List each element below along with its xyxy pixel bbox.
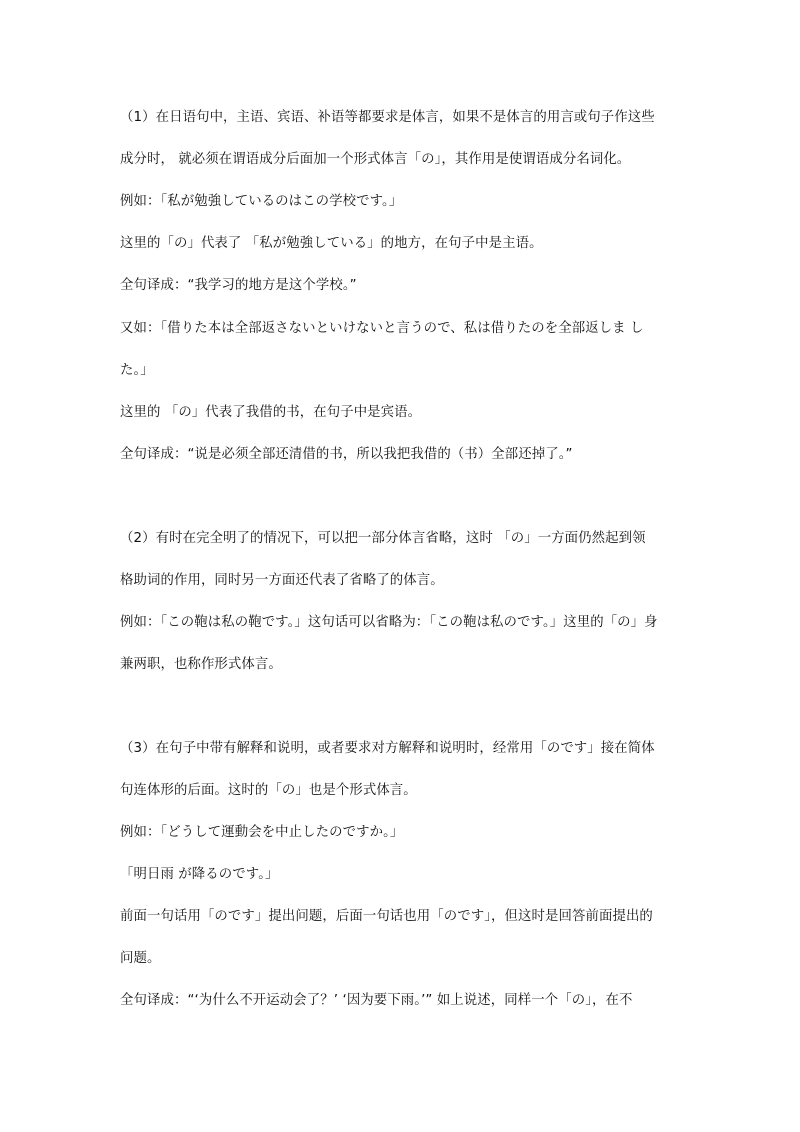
text-line: 格助词的作用，同时另一方面还代表了省略了的体言。 bbox=[120, 573, 444, 588]
text-line: 前面一句话用「のです」提出问题，后面一句话也用「のです」，但这时是回答前面提出的 bbox=[120, 909, 653, 924]
text-line: 例如：「どうして運動会を中止したのですか。」 bbox=[120, 825, 404, 840]
text-line: 句连体形的后面。这时的「の」也是个形式体言。 bbox=[120, 783, 417, 798]
text-line: （2）有时在完全明了的情况下，可以把一部分体言省略，这时 「の」一方面仍然起到领 bbox=[120, 531, 646, 546]
text-line: 问题。 bbox=[120, 951, 161, 966]
text-line: 例如：「この鞄は私の鞄です。」这句话可以省略为：「この鞄は私のです。」这里的「の」身 bbox=[120, 615, 658, 630]
text-line: 又如：「借りた本は全部返さないといけないと言うので、私は借りたのを全部返しま し bbox=[120, 321, 644, 336]
text-line: （3）在句子中带有解释和说明，或者要求对方解释和说明时，经常用「のです」接在简体 bbox=[120, 741, 655, 756]
text-line: 成分时， 就必须在谓语成分后面加一个形式体言「の」，其作用是使谓语成分名词化。 bbox=[120, 152, 631, 167]
text-line: 全句译成：“我学习的地方是这个学校。” bbox=[120, 278, 357, 293]
text-line: 这里的「の」代表了 「私が勉強している」的地方，在句子中是主语。 bbox=[120, 236, 543, 251]
text-line: 全句译成：“‘为什么不开运动会了？’ ‘因为要下雨。’” 如上说述，同样一个「の」，在不 bbox=[120, 993, 633, 1008]
text-line: 「明日雨 が降るのです。」 bbox=[120, 867, 279, 882]
text-line: 兼两职，也称作形式体言。 bbox=[120, 657, 282, 672]
text-line: 全句译成：“说是必须全部还清借的书，所以我把我借的（书）全部还掉了。” bbox=[120, 447, 573, 462]
text-line: 例如：「私が勉強しているのはこの学校です。」 bbox=[120, 194, 403, 209]
text-line: た。」 bbox=[120, 363, 154, 378]
text-line: 这里的 「の」代表了我借的书，在句子中是宾语。 bbox=[120, 405, 422, 420]
text-line: （1）在日语句中，主语、宾语、补语等都要求是体言，如果不是体言的用言或句子作这些 bbox=[120, 110, 655, 125]
